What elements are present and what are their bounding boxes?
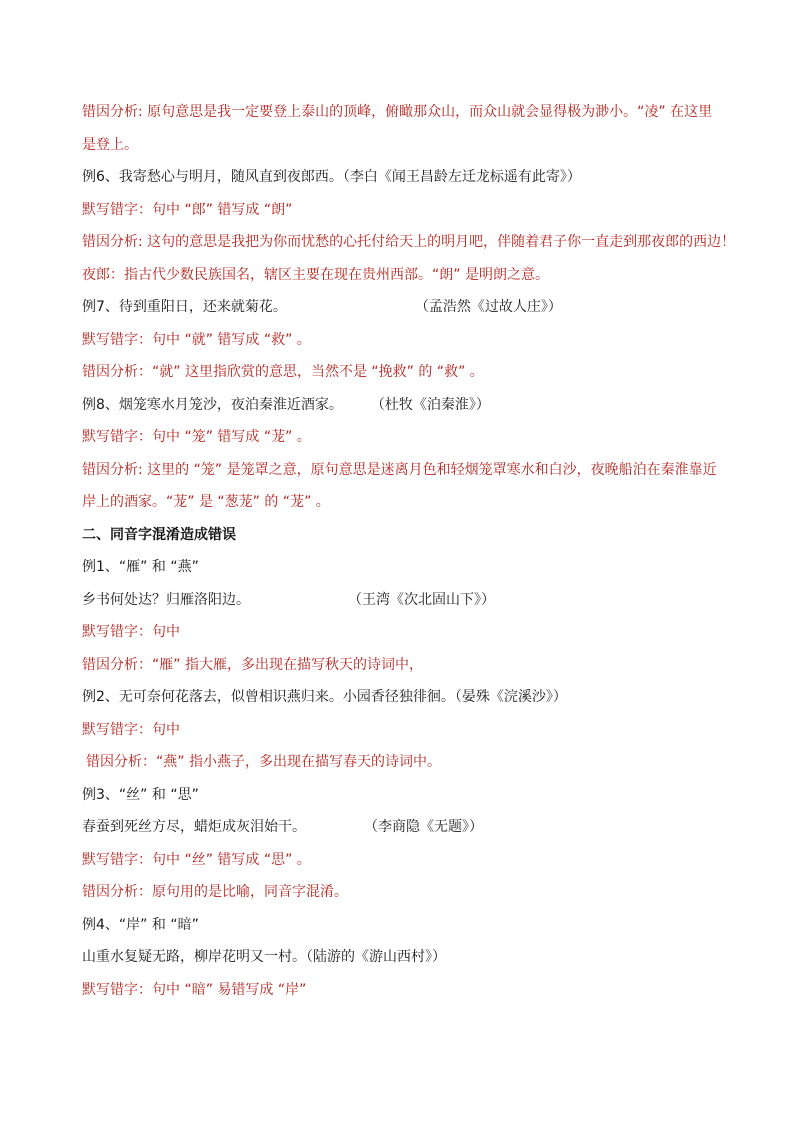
poem-citation: （李商隐《无题》） [364, 819, 483, 835]
analysis-line: 错因分析：“雁” 指大雁，多出现在描写秋天的诗词中， [82, 656, 423, 673]
example-line: 山重水复疑无路，柳岸花明又一村。（陆游的《游山西村》） [82, 949, 446, 965]
wrong-char-line: 默写错字：句中 “郎” 错写成 “朗” [82, 201, 293, 218]
example-line: 例4、“岸” 和 “暗” [82, 916, 199, 933]
example-line [82, 291, 722, 324]
wrong-char-line: 默写错字：句中 [82, 721, 180, 738]
analysis-line: 错因分析: 这句的意思是我把为你而忧愁的心托付给天上的明月吧，伴随着君子你一直走到那夜郎的西边！ [82, 234, 736, 250]
poem-text: 例7、待到重阳日，还来就菊花。 [82, 299, 287, 315]
poem-citation: （杜牧《泊秦淮》） [370, 396, 490, 413]
example-line [82, 584, 722, 617]
poem-citation: （王湾《次北固山下》） [348, 591, 495, 608]
example-line: 例6、我寄愁心与明月，随风直到夜郎西。（李白《闻王昌龄左迁龙标遥有此寄》） [82, 169, 581, 185]
analysis-line: 错因分析：“燕” 指小燕子，多出现在描写春天的诗词中。 [86, 754, 441, 770]
example-line [82, 389, 722, 422]
analysis-line: 错因分析: 这里的 “笼” 是笼罩之意，原句意思是迷离月色和轻烟笼罩寒水和白沙，夜晚船泊在秦淮靠近岸上的酒家。“茏” 是 “葱茏” 的 “茏” 。 [82, 461, 717, 510]
poem-text: 春蚕到死丝方尽，蜡炬成灰泪始干。 [82, 819, 306, 835]
example-line: 例2、无可奈何花落去，似曾相识燕归来。小园香径独徘徊。（晏殊《浣溪沙》） [82, 689, 567, 705]
wrong-char-line: 默写错字：句中 “丝” 错写成 “思” 。 [82, 851, 311, 868]
poem-citation: （孟浩然《过故人庄》） [414, 299, 562, 315]
section-heading: 二、同音字混淆造成错误 [82, 526, 236, 543]
analysis-line: 夜郎：指古代少数民族国名，辖区主要在现在贵州西部。“朗” 是明朗之意。 [82, 266, 549, 283]
analysis-line: 错因分析：“就” 这里指欣赏的意思，当然不是 “挽救” 的 “救” 。 [82, 364, 484, 380]
poem-text: 例8、烟笼寒水月笼沙，夜泊秦淮近酒家。 [82, 396, 343, 413]
wrong-char-line: 默写错字：句中 [82, 624, 180, 640]
wrong-char-line: 默写错字：句中 “就” 错写成 “救” 。 [82, 331, 311, 348]
wrong-char-line: 默写错字：句中 “暗” 易错写成 “岸” [82, 981, 307, 998]
analysis-line: 错因分析：原句用的是比喻，同音字混淆。 [82, 884, 348, 900]
example-line [82, 811, 722, 844]
analysis-line: 错因分析: 原句意思是我一定要登上泰山的顶峰，俯瞰那众山，而众山就会显得极为渺小。“凌” 在这里是登上。 [82, 104, 713, 153]
example-line: 例3、“丝” 和 “思” [82, 786, 199, 803]
example-line: 例1、“雁” 和 “燕” [82, 559, 199, 575]
wrong-char-line: 默写错字：句中 “笼” 错写成 “茏” 。 [82, 429, 311, 445]
document-body [82, 96, 736, 1006]
poem-text: 乡书何处达？归雁洛阳边。 [82, 591, 250, 608]
